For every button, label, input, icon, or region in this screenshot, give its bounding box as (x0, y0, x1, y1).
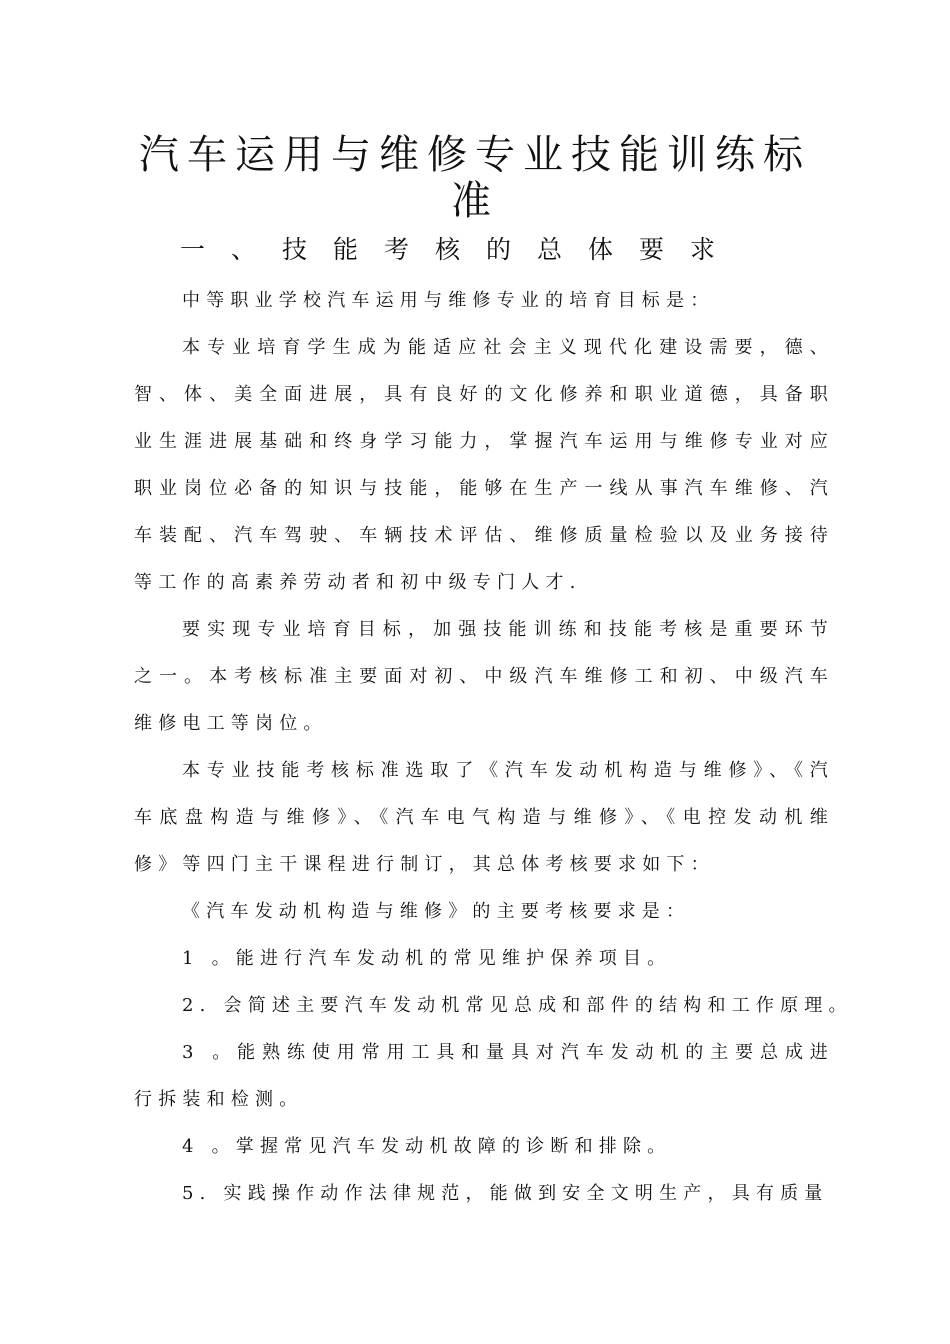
document-body (134, 277, 853, 1217)
paragraph-training-goal: 本专业培育学生成为能适应社会主义现代化建设需要，德、智、体、美全面进展，具有良好的文化修养和职业道德，具备职业生涯进展基础和终身学习能力，掌握汽车运用与维修专业对应职业岗位必备的知识与技能，能够在生产一线从事汽车维修、汽车装配、汽车驾驶、车辆技术评估、维修质量检验以及业务接待等工作的高素养劳动者和初中级专门人才. (134, 337, 834, 593)
list-item-2: 2. 会简述主要汽车发动机常见总成和部件的结构和工作原理。 (182, 995, 853, 1016)
section-heading: 一、技能考核的总体要求 (180, 235, 742, 264)
list-item-3: 3 。能熟练使用常用工具和量具对汽车发动机的主要总成进行拆装和检测。 (134, 1042, 834, 1110)
document-title: 汽车运用与维修专业技能训练标准 (139, 132, 811, 224)
list-item-5: 5. 实践操作动作法律规范，能做到安全文明生产，具有质量 (182, 1183, 829, 1204)
list-item-4: 4 。掌握常见汽车发动机故障的诊断和排除。 (182, 1136, 672, 1157)
paragraph-assessment-importance: 要实现专业培育目标，加强技能训练和技能考核是重要环节之一。本考核标准主要面对初、中级汽车维修工和初、中级汽车维修电工等岗位。 (134, 619, 834, 734)
paragraph-engine-course-heading: 《汽车发动机构造与维修》的主要考核要求是： (182, 901, 691, 922)
list-item-1: 1 。能进行汽车发动机的常见维护保养项目。 (182, 948, 672, 969)
paragraph-goal-intro: 中等职业学校汽车运用与维修专业的培育目标是： (182, 290, 715, 311)
paragraph-courses: 本专业技能考核标准选取了《汽车发动机构造与维修》、《汽车底盘构造与维修》、《汽车电气构造与维修》、《电控发动机维修》等四门主干课程进行制订，其总体考核要求如下： (134, 760, 834, 875)
